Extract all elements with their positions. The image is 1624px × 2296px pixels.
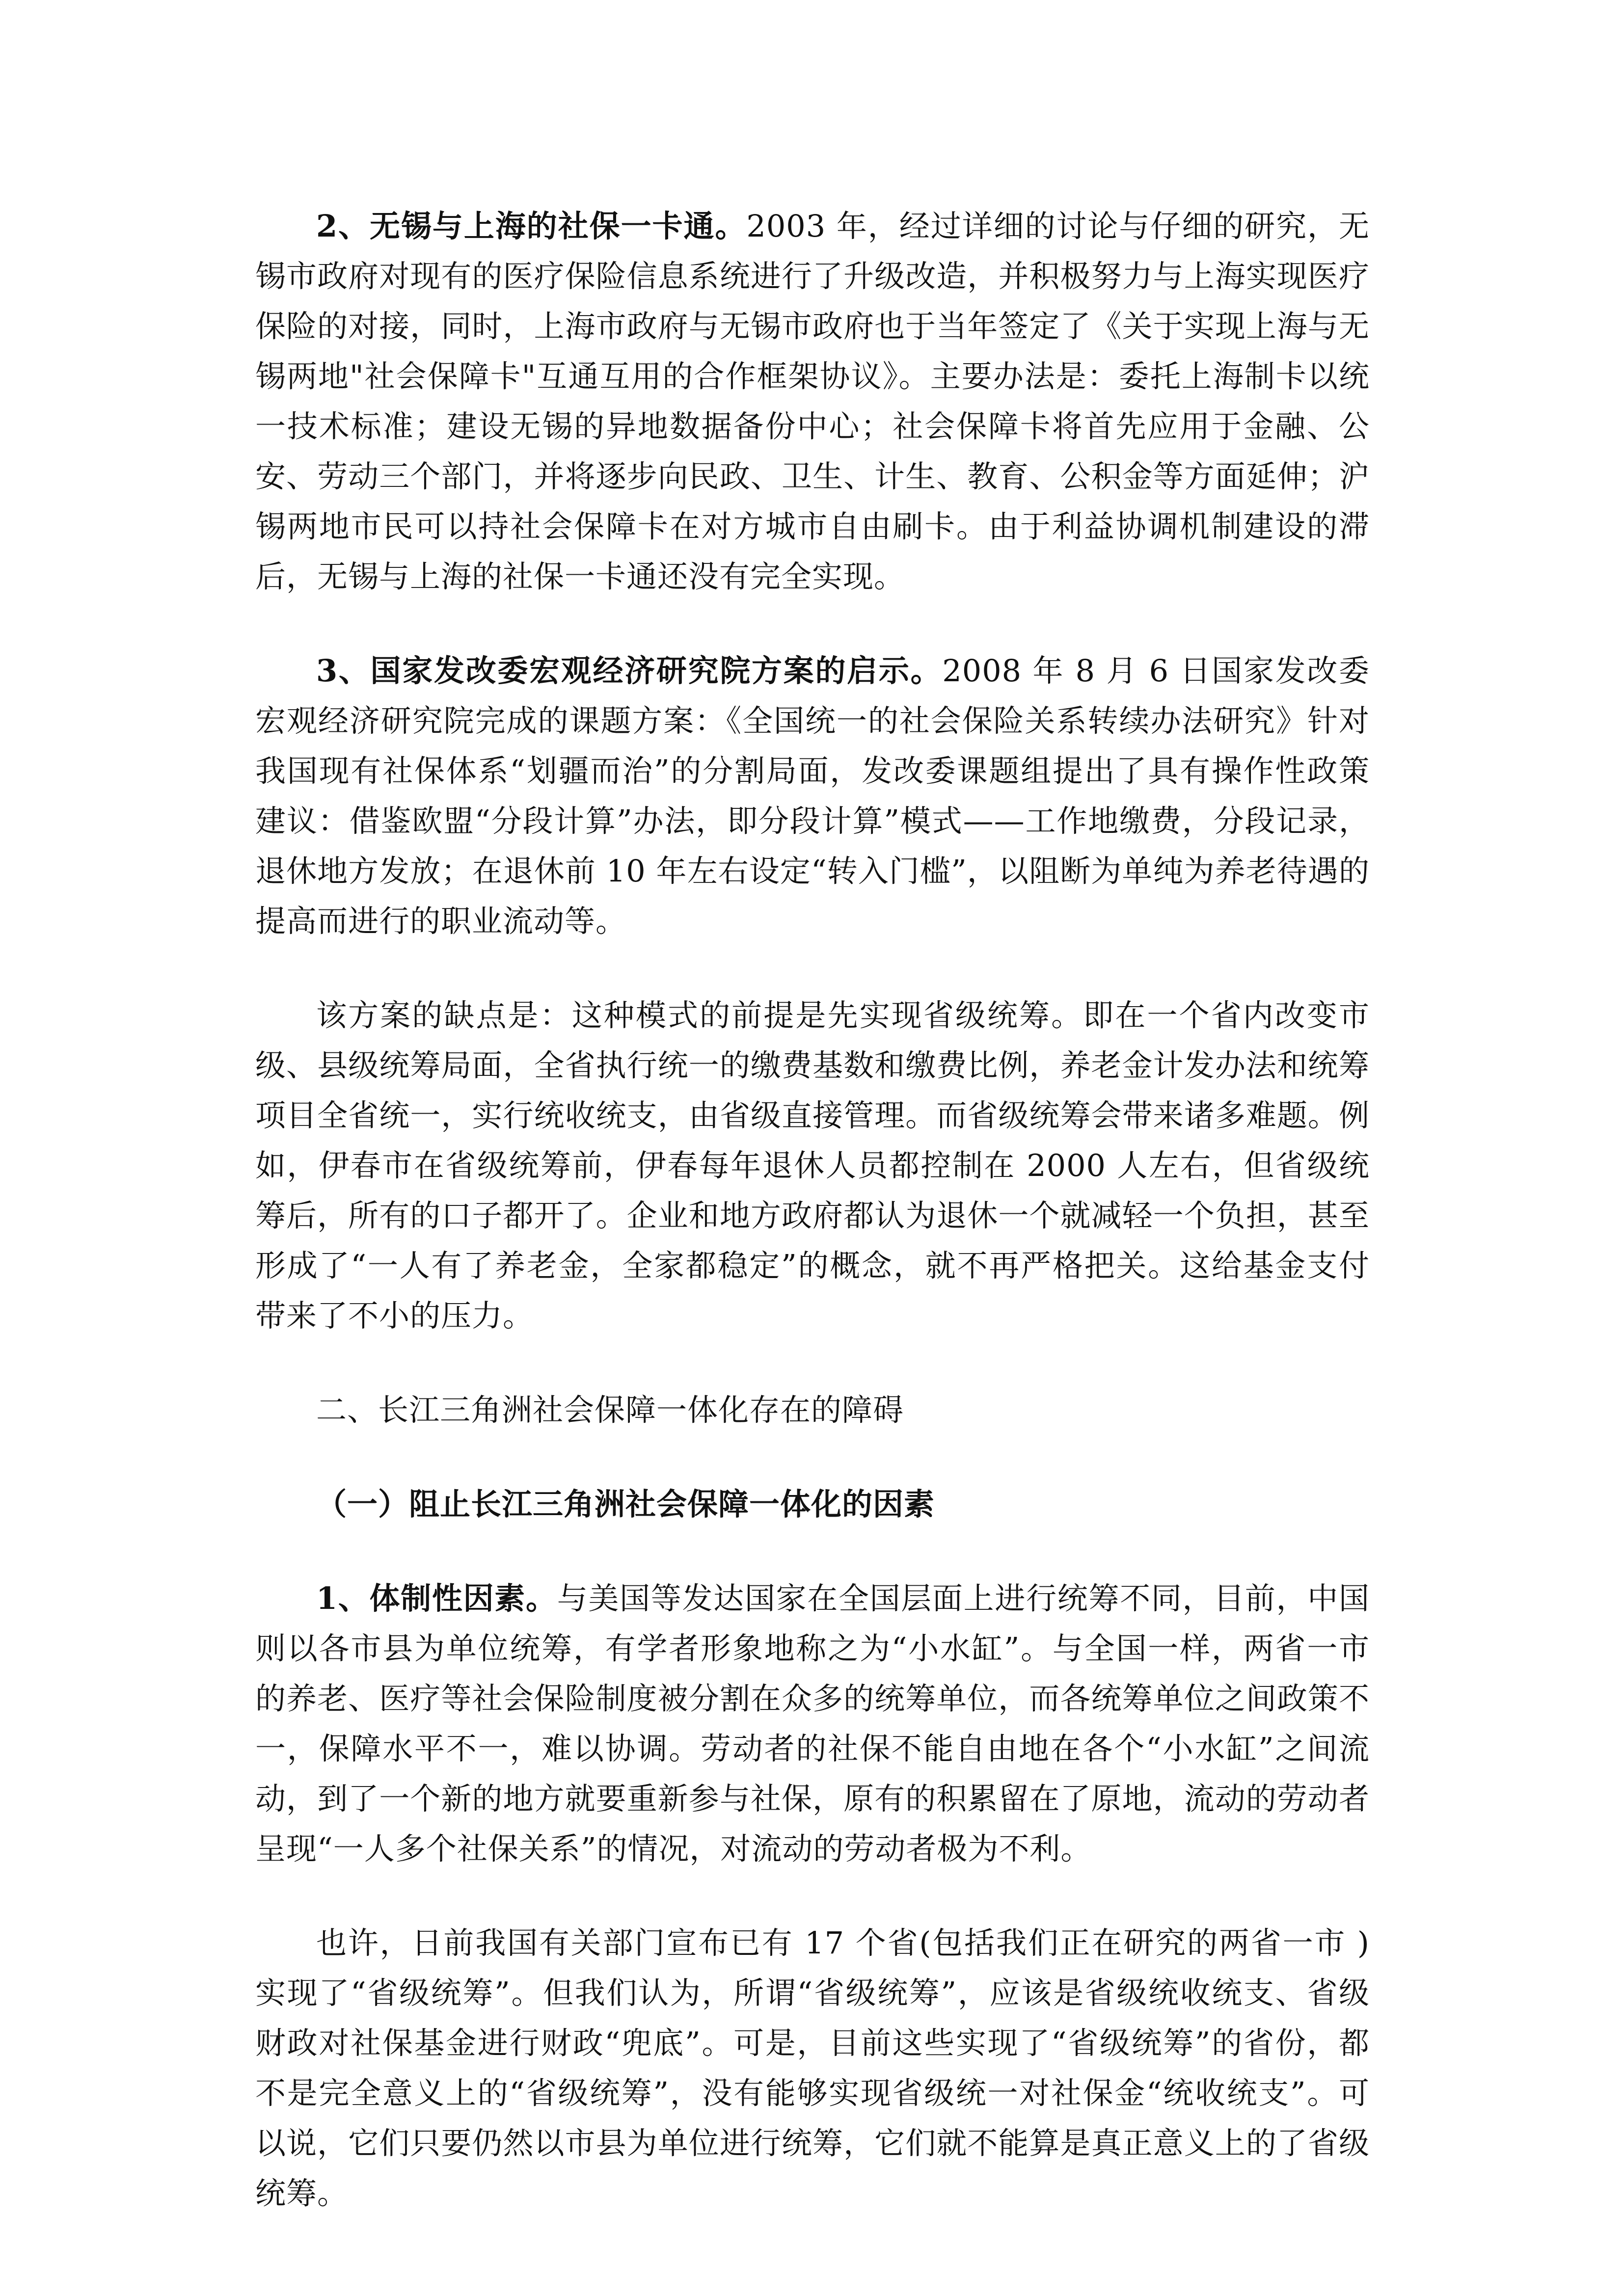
paragraph-lead: 3、国家发改委宏观经济研究院方案的启示。 (316, 653, 943, 689)
subsection-heading: （一）阻止长江三角洲社会保障一体化的因素 (316, 1486, 935, 1522)
paragraph-text: 2008 年 8 月 6 日国家发改委宏观经济研究院完成的课题方案：《全国统一的社会保险关系转续办法研究》针对我国现有社保体系“划疆而治”的分割局面，发改委课题组提出了具有操作性政策建议：借鉴欧盟“分段计算”办法，即分段计算”模式——工作地缴费，分段记录，退休地方发放；在退休前 10 年左右设定“转入门槛”，以阻断为单纯为养老待遇的提高而进行的职业流动等。 (255, 653, 1370, 939)
paragraph-text: 与美国等发达国家在全国层面上进行统筹不同，目前，中国则以各市县为单位统筹，有学者形象地称之为“小水缸”。与全国一样，两省一市的养老、医疗等社会保险制度被分割在众多的统筹单位，而各统筹单位之间政策不一，保障水平不一，难以协调。劳动者的社保不能自由地在各个“小水缸”之间流动，到了一个新的地方就要重新参与社保，原有的积累留在了原地，流动的劳动者呈现“一人多个社保关系”的情况，对流动的劳动者极为不利。 (255, 1580, 1370, 1867)
paragraph-institutional-factors (255, 1574, 1370, 1874)
paragraph-text: 也许，日前我国有关部门宣布已有 17 个省(包括我们正在研究的两省一市 )实现了“省级统筹”。但我们认为，所谓“省级统筹”，应该是省级统收统支、省级财政对社保基金进行财政“兜底”。可是，目前这些实现了“省级统筹”的省份，都不是完全意义上的“省级统筹”，没有能够实现省级统一对社保金“统收统支”。可以说，它们只要仍然以市县为单位进行统筹，它们就不能算是真正意义上的了省级统筹。 (255, 1925, 1370, 2211)
paragraph-lead: 2、无锡与上海的社保一卡通。 (316, 208, 747, 244)
paragraph-text: 2003 年，经过详细的讨论与仔细的研究，无锡市政府对现有的医疗保险信息系统进行了升级改造，并积极努力与上海实现医疗保险的对接，同时，上海市政府与无锡市政府也于当年签定了《关于实现上海与无锡两地"社会保障卡"互通互用的合作框架协议》。主要办法是：委托上海制卡以统一技术标准；建设无锡的异地数据备份中心；社会保障卡将首先应用于金融、公安、劳动三个部门，并将逐步向民政、卫生、计生、教育、公积金等方面延伸；沪锡两地市民可以持社会保障卡在对方城市自由刷卡。由于利益协调机制建设的滞后，无锡与上海的社保一卡通还没有完全实现。 (255, 208, 1370, 594)
section-heading: 二、长江三角洲社会保障一体化存在的障碍 (316, 1392, 904, 1428)
paragraph-scheme-drawbacks (255, 990, 1370, 1341)
paragraph-ndrc-scheme (255, 646, 1370, 946)
paragraph-lead: 1、体制性因素。 (316, 1580, 557, 1616)
paragraph-wuxi-shanghai-card (255, 201, 1370, 602)
document-body (255, 201, 1370, 2263)
paragraph-text: 该方案的缺点是：这种模式的前提是先实现省级统筹。即在一个省内改变市级、县级统筹局面，全省执行统一的缴费基数和缴费比例，养老金计发办法和统筹项目全省统一，实行统收统支，由省级直接管理。而省级统筹会带来诸多难题。例如，伊春市在省级统筹前，伊春每年退休人员都控制在 2000 人左右，但省级统筹后，所有的口子都开了。企业和地方政府都认为退休一个就减轻一个负担，甚至形成了“一人有了养老金，全家都稳定”的概念，就不再严格把关。这给基金支付带来了不小的压力。 (255, 997, 1370, 1334)
paragraph-provincial-pooling (255, 1918, 1370, 2218)
